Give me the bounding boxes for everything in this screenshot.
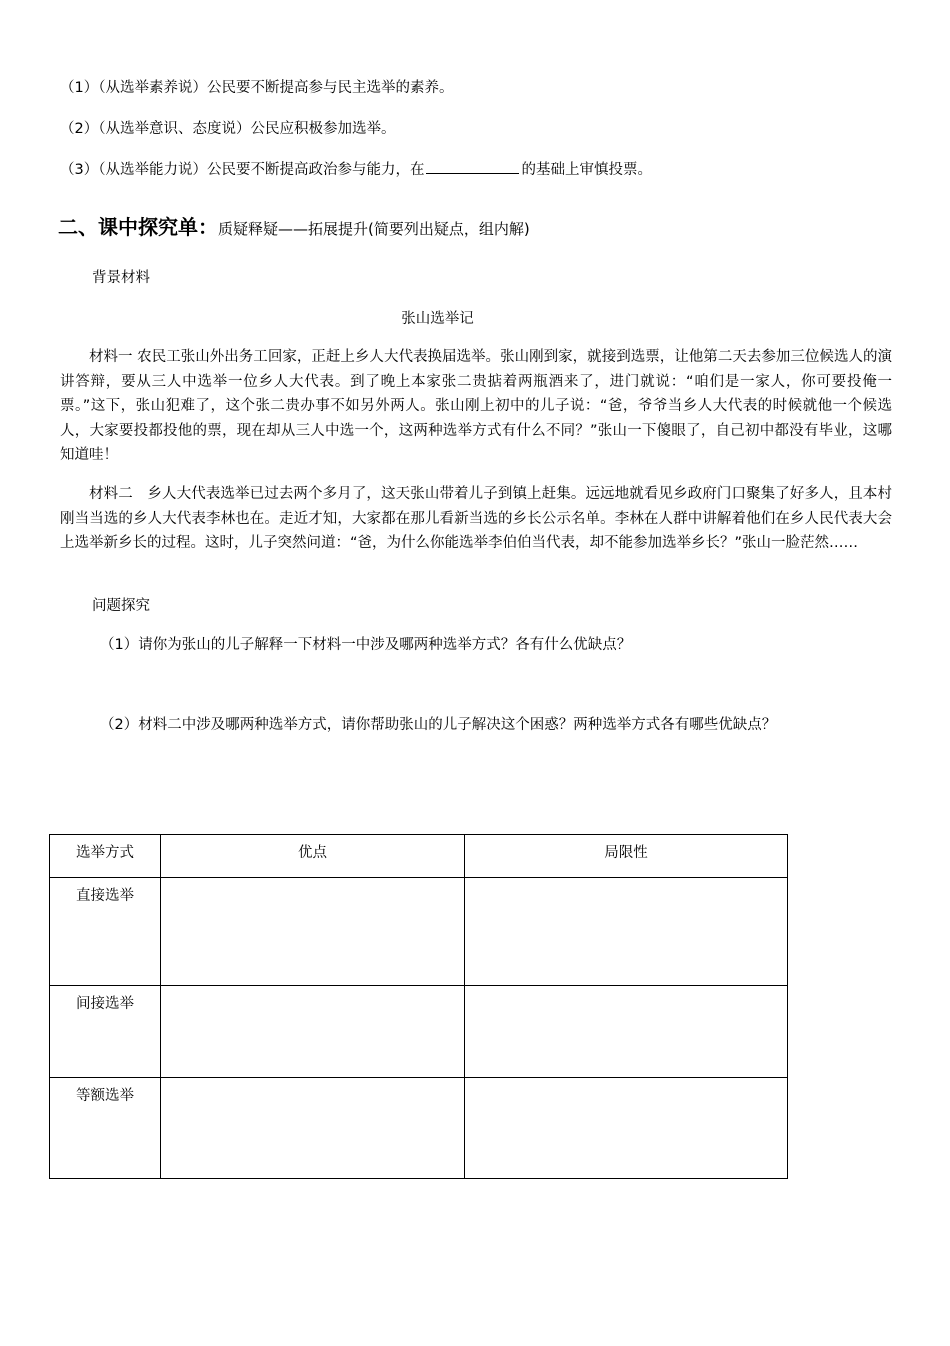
question-1: （1）请你为张山的儿子解释一下材料一中涉及哪两种选举方式？各有什么优缺点？ [100, 637, 632, 653]
table-row [50, 1078, 788, 1179]
section-heading [58, 214, 530, 242]
advantages-cell[interactable] [161, 986, 465, 1078]
row-label: 等额选举 [50, 1078, 161, 1179]
row-label: 间接选举 [50, 986, 161, 1078]
advantages-cell[interactable] [161, 878, 465, 986]
item-1: （1）（从选举素养说）公民要不断提高参与民主选举的素养。 [60, 80, 454, 96]
header-advantages: 优点 [161, 835, 465, 878]
election-table [49, 834, 788, 1179]
row-label: 直接选举 [50, 878, 161, 986]
item-3-before: （3）（从选举能力说）公民要不断提高政治参与能力，在 [60, 162, 425, 178]
fill-in-blank[interactable] [426, 159, 519, 174]
table-header-row [50, 835, 788, 878]
header-method: 选举方式 [50, 835, 161, 878]
material-2: 材料二 乡人大代表选举已过去两个多月了，这天张山带着儿子到镇上赶集。远远地就看见乡政府门口聚集了好多人，且本村刚当当选的乡人大代表李林也在。走近才知，大家都在那儿看新当选的乡长公示名单。李林在人群中讲解着他们在乡人民代表大会上选举新乡长的过程。这时，儿子突然问道：“爸，为什么你能选举李伯伯当代表，却不能参加选举乡长？”张山一脸茫然…… [60, 486, 892, 551]
material-1: 材料一 农民工张山外出务工回家，正赶上乡人大代表换届选举。张山刚到家，就接到选票，让他第二天去参加三位候选人的演讲答辩，要从三人中选举一位乡人大代表。到了晚上本家张二贵掂着两瓶酒来了，进门就说：“咱们是一家人，你可要投俺一票。”这下，张山犯难了，这个张二贵办事不如另外两人。张山刚上初中的儿子说：“爸，爷爷当乡人大代表的时候就他一个候选人，大家要投都投他的票，现在却从三人中选一个，这两种选举方式有什么不同？”张山一下傻眼了，自己初中都没有毕业，这哪知道哇！ [60, 349, 892, 463]
table-row [50, 878, 788, 986]
limitations-cell[interactable] [465, 1078, 788, 1179]
limitations-cell[interactable] [465, 986, 788, 1078]
question-label: 问题探究 [92, 598, 150, 614]
section-subtitle: 质疑释疑——拓展提升(简要列出疑点，组内解) [218, 220, 530, 238]
advantages-cell[interactable] [161, 1078, 465, 1179]
background-label: 背景材料 [92, 270, 150, 286]
story-title: 张山选举记 [401, 311, 474, 327]
item-2: （2）（从选举意识、态度说）公民应积极参加选举。 [60, 121, 396, 137]
item-3 [60, 159, 652, 181]
table-row [50, 986, 788, 1078]
question-2: （2）材料二中涉及哪两种选举方式，请你帮助张山的儿子解决这个困惑？两种选举方式各有哪些优缺点？ [100, 717, 777, 733]
section-title: 二、课中探究单： [58, 215, 218, 239]
item-3-after: 的基础上审慎投票。 [521, 162, 652, 178]
header-limitations: 局限性 [465, 835, 788, 878]
limitations-cell[interactable] [465, 878, 788, 986]
